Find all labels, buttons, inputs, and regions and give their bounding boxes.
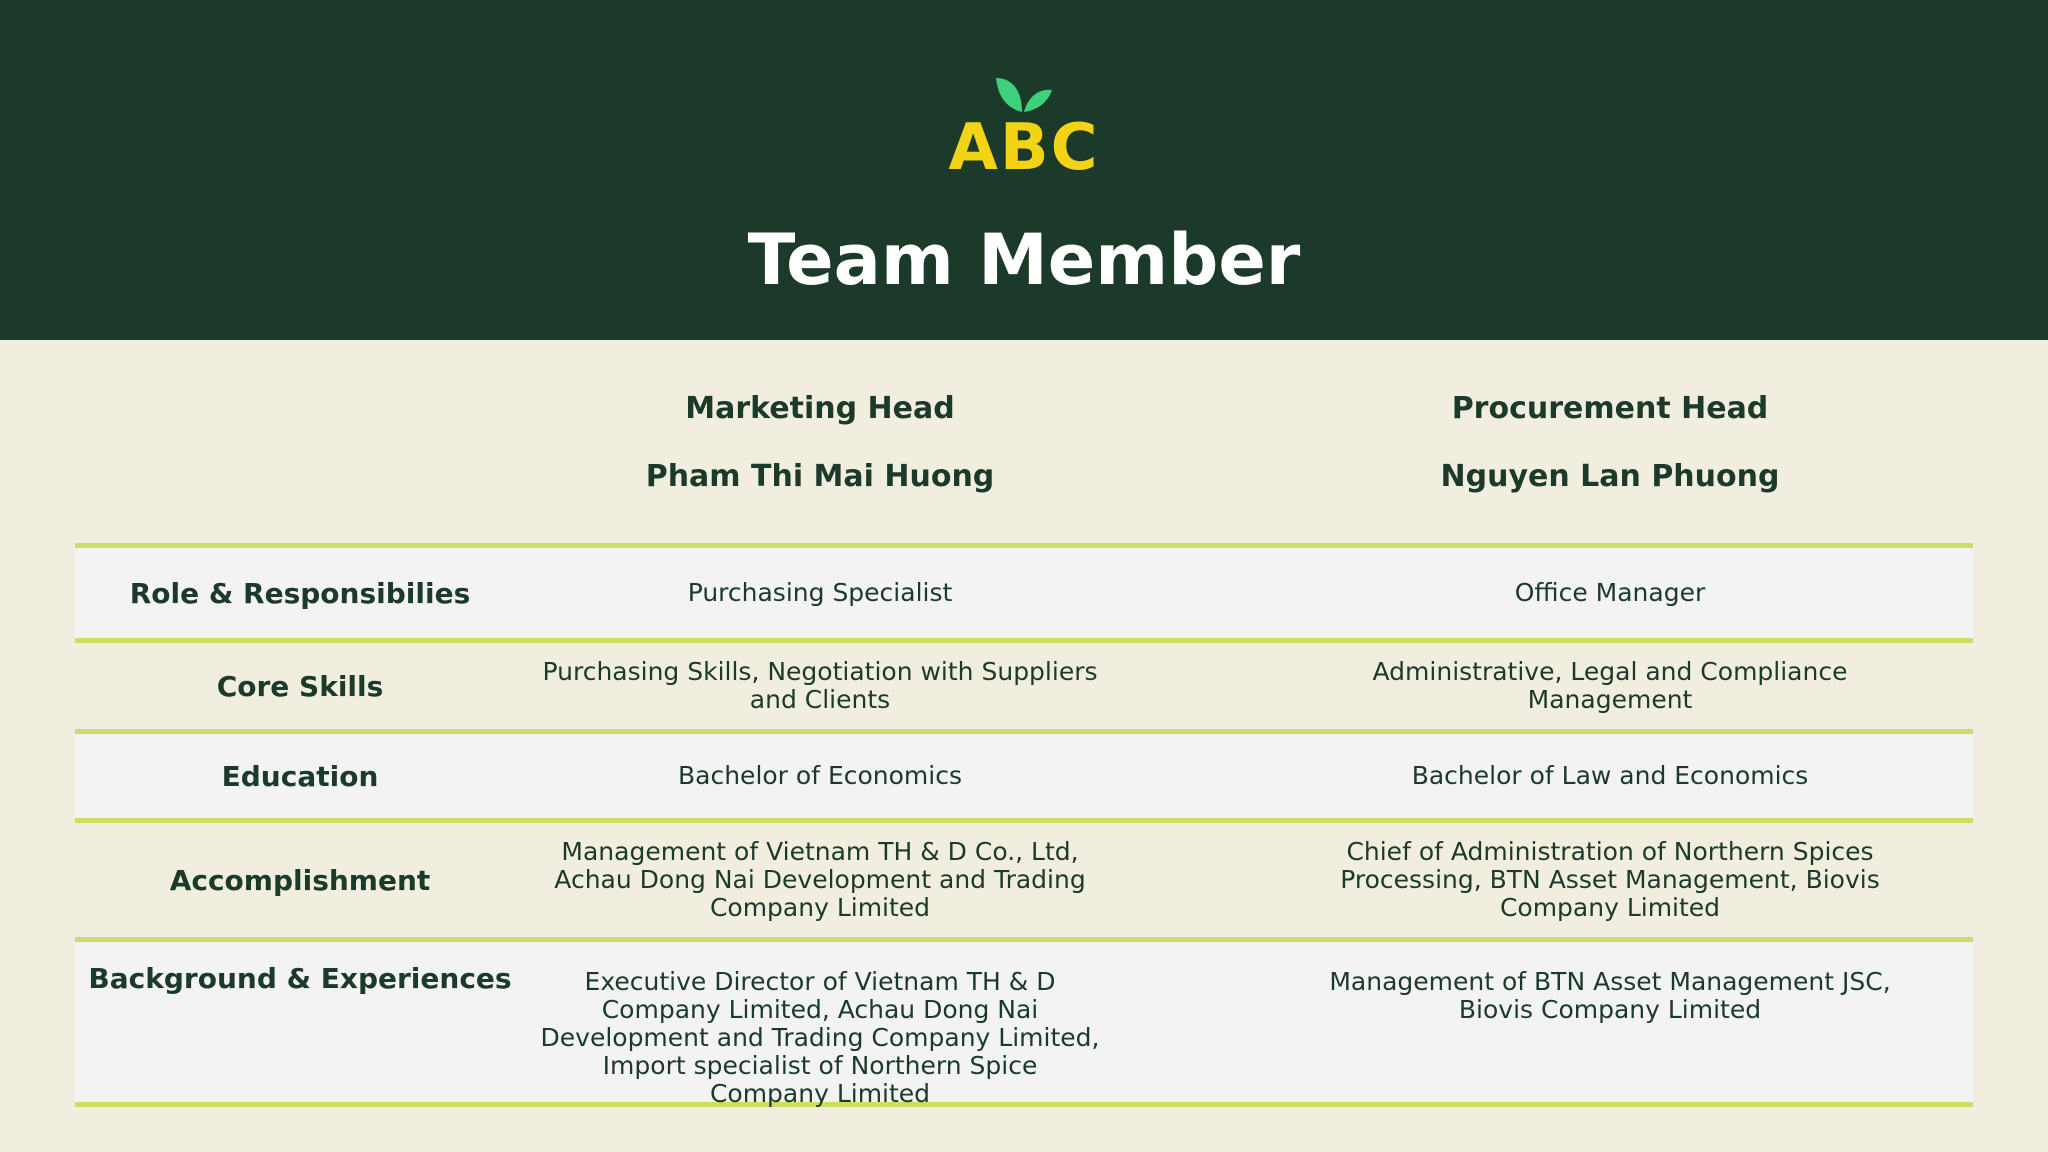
member-1-cell: Executive Director of Vietnam TH & D Company Limited, Achau Dong Nai Development and Trading Company Limited, Import specialist of Northern Spice Company Limited: [540, 967, 1100, 1108]
row-label: Accomplishment: [169, 863, 431, 897]
header-banner: [0, 0, 2048, 340]
table-row: [75, 638, 1973, 729]
member-role: Procurement Head: [1451, 391, 1769, 426]
member-2-cell: Administrative, Legal and Compliance Management: [1372, 657, 1848, 714]
table-row: [75, 729, 1973, 818]
member-name: Pham Thi Mai Huong: [645, 459, 995, 494]
member-2-cell: Chief of Administration of Northern Spices Processing, BTN Asset Management, Biovis Company Limited: [1340, 837, 1880, 922]
leaf-icon: [994, 76, 1054, 114]
row-label: Education: [221, 759, 379, 793]
table-row: [75, 543, 1973, 638]
member-role: Marketing Head: [685, 391, 955, 426]
member-1-cell: Purchasing Skills, Negotiation with Suppliers and Clients: [542, 657, 1098, 714]
row-label: Background & Experiences: [88, 962, 512, 995]
table-row: [75, 937, 1973, 1107]
comparison-table: [75, 543, 1973, 1107]
table-row: [75, 818, 1973, 937]
logo-text: ABC: [948, 111, 1100, 185]
company-logo: [0, 76, 2048, 185]
member-header-2: [1270, 385, 1950, 501]
member-1-cell: Purchasing Specialist: [687, 578, 953, 607]
member-1-cell: Bachelor of Economics: [678, 761, 962, 790]
member-1-cell: Management of Vietnam TH & D Co., Ltd, Achau Dong Nai Development and Trading Company Limited: [554, 837, 1086, 922]
row-label: Core Skills: [216, 669, 384, 703]
member-2-cell: Office Manager: [1514, 578, 1706, 607]
member-2-cell: Management of BTN Asset Management JSC, Biovis Company Limited: [1329, 967, 1891, 1024]
member-2-cell: Bachelor of Law and Economics: [1411, 761, 1809, 790]
row-label: Role & Responsibilies: [129, 576, 471, 610]
member-header-1: [480, 385, 1160, 501]
page-title: Team Member: [747, 219, 1301, 301]
member-name: Nguyen Lan Phuong: [1440, 459, 1780, 494]
